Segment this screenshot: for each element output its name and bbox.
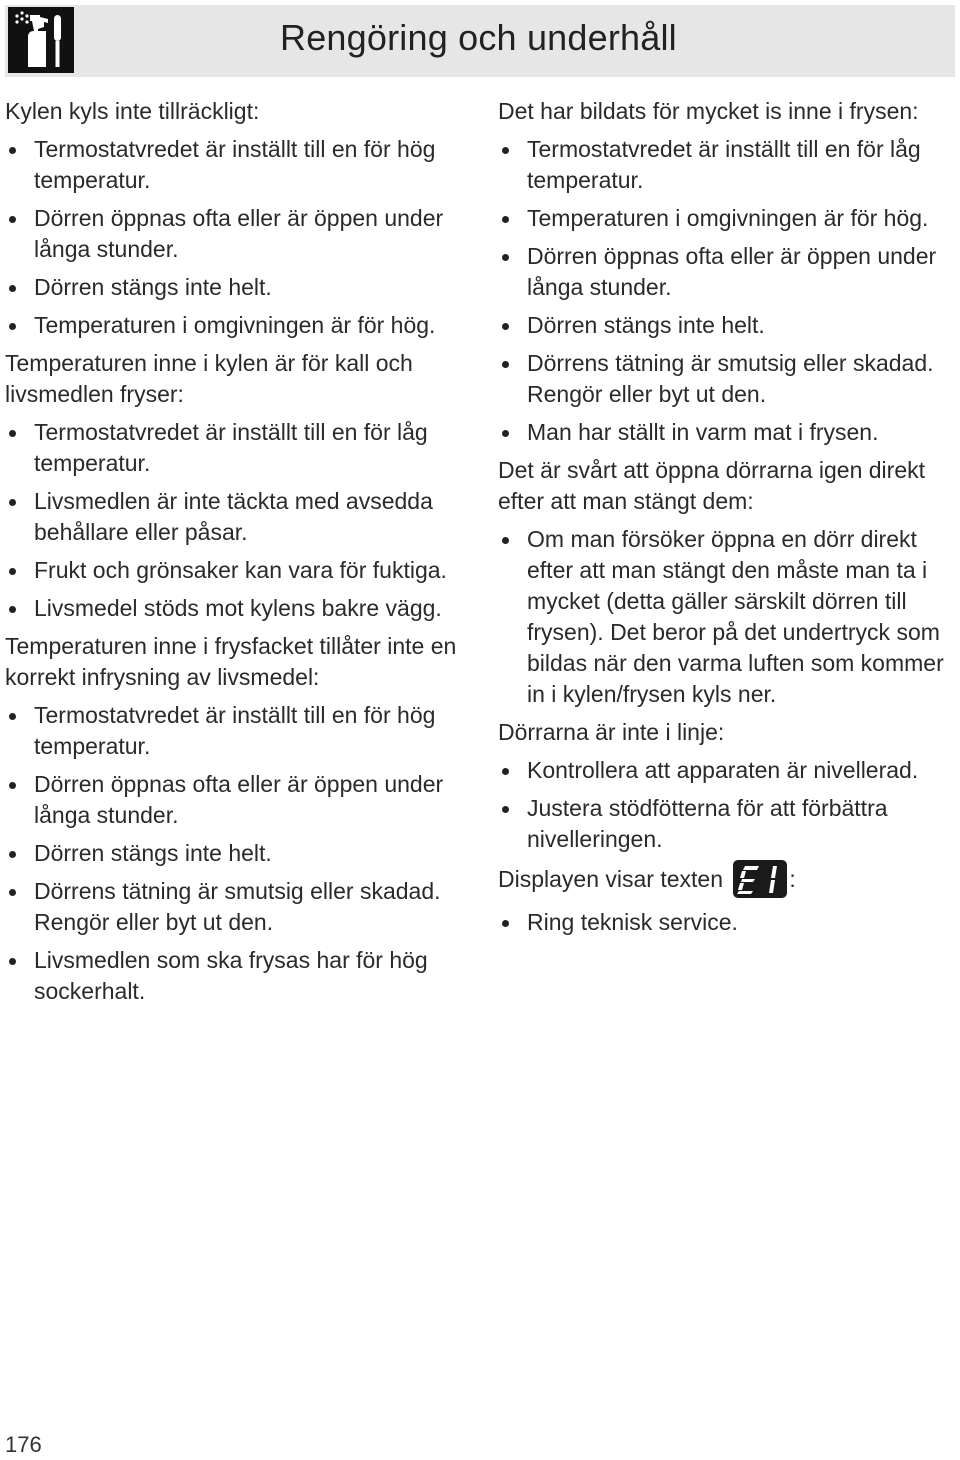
list-item: Man har ställt in varm mat i frysen. — [498, 417, 955, 448]
page-title: Rengöring och underhåll — [280, 17, 677, 58]
cleaning-tools-icon — [8, 7, 74, 73]
section-heading: Dörrarna är inte i linje: — [498, 719, 725, 745]
error-display-e1-icon — [733, 860, 787, 898]
list-item: Om man försöker öppna en dörr direkt efter att man stängt den måste man ta i mycket (detta gäller särskilt dörren till frysen). Det beror på det undertryck som bildas när den varma luften som kommer in i kylen/frysen kyls ner. — [498, 524, 955, 710]
list-item: Dörren öppnas ofta eller är öppen under långa stunder. — [5, 203, 470, 265]
list-item: Livsmedel stöds mot kylens bakre vägg. — [5, 593, 470, 624]
list-item: Dörrens tätning är smutsig eller skadad. Rengör eller byt ut den. — [5, 876, 470, 938]
list-item: Frukt och grönsaker kan vara för fuktiga. — [5, 555, 470, 586]
list-item: Termostatvredet är inställt till en för låg temperatur. — [498, 134, 955, 196]
list-item: Livsmedlen som ska frysas har för hög sockerhalt. — [5, 945, 470, 1007]
section-heading: Det är svårt att öppna dörrarna igen direkt efter att man stängt dem: — [498, 457, 926, 514]
bullet-list — [5, 134, 470, 341]
list-item: Livsmedlen är inte täckta med avsedda behållare eller påsar. — [5, 486, 470, 548]
section-heading: Temperaturen inne i kylen är för kall och livsmedlen fryser: — [5, 350, 413, 407]
section-heading: Temperaturen inne i frysfacket tillåter inte en korrekt infrysning av livsmedel: — [5, 633, 457, 690]
page-header — [5, 5, 955, 77]
list-item: Ring teknisk service. — [498, 907, 955, 938]
display-heading-text: Displayen visar texten — [498, 866, 723, 893]
list-item: Dörren stängs inte helt. — [5, 272, 470, 303]
list-item: Dörren stängs inte helt. — [5, 838, 470, 869]
list-item: Dörrens tätning är smutsig eller skadad. Rengör eller byt ut den. — [498, 348, 955, 410]
list-item: Temperaturen i omgivningen är för hög. — [498, 203, 955, 234]
display-heading-suffix: : — [789, 866, 796, 893]
list-item: Dörren öppnas ofta eller är öppen under långa stunder. — [5, 769, 470, 831]
section-heading: Kylen kyls inte tillräckligt: — [5, 98, 260, 124]
section-heading — [498, 862, 955, 900]
bullet-list — [498, 524, 955, 710]
right-column — [498, 96, 955, 945]
bullet-list — [5, 700, 470, 1007]
bullet-list — [498, 907, 955, 938]
list-item: Dörren öppnas ofta eller är öppen under långa stunder. — [498, 241, 955, 303]
bullet-list — [498, 755, 955, 855]
bullet-list — [5, 417, 470, 624]
list-item: Temperaturen i omgivningen är för hög. — [5, 310, 470, 341]
section-heading: Det har bildats för mycket is inne i frysen: — [498, 98, 919, 124]
list-item: Kontrollera att apparaten är nivellerad. — [498, 755, 955, 786]
left-column — [5, 96, 470, 1014]
page-number: 176 — [5, 1432, 42, 1457]
list-item: Termostatvredet är inställt till en för hög temperatur. — [5, 700, 470, 762]
list-item: Justera stödfötterna för att förbättra nivelleringen. — [498, 793, 955, 855]
list-item: Termostatvredet är inställt till en för låg temperatur. — [5, 417, 470, 479]
list-item: Termostatvredet är inställt till en för hög temperatur. — [5, 134, 470, 196]
bullet-list — [498, 134, 955, 448]
list-item: Dörren stängs inte helt. — [498, 310, 955, 341]
